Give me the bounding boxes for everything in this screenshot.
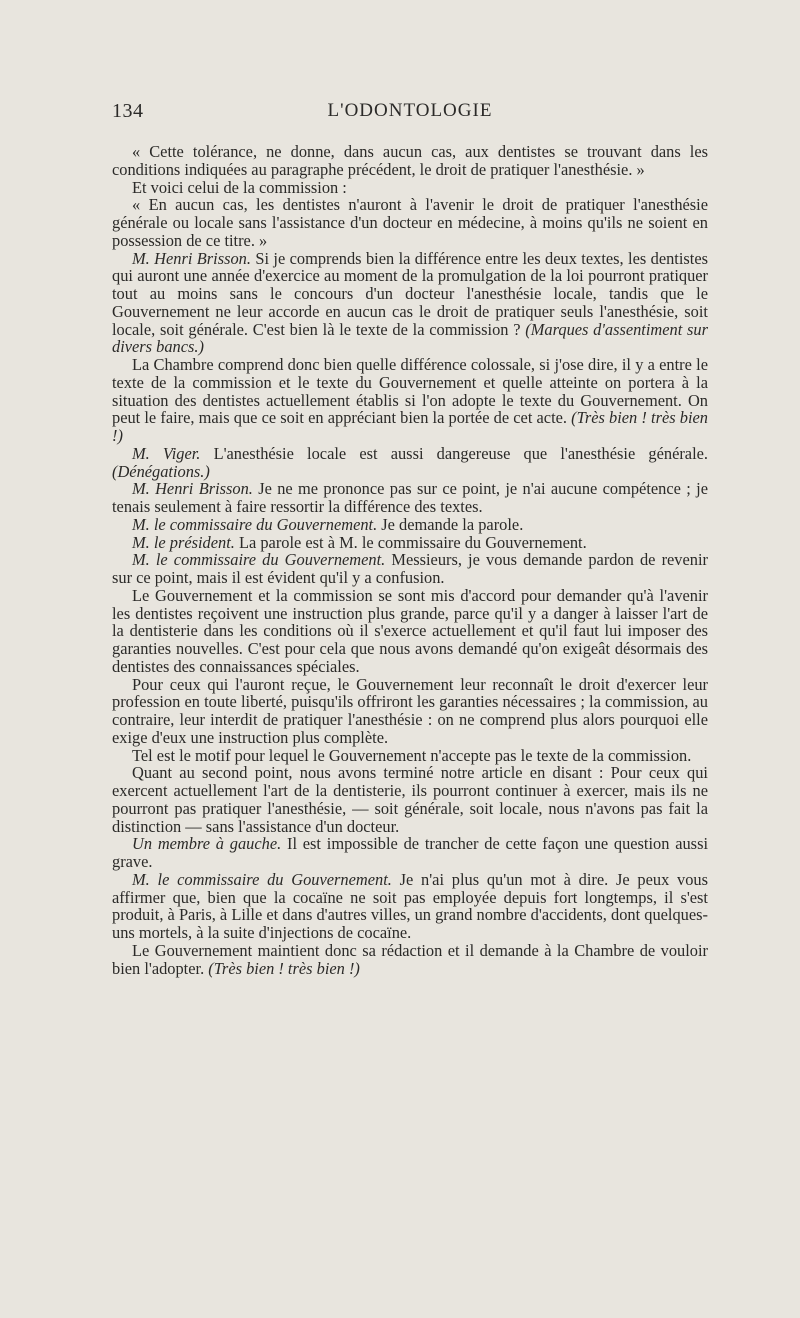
speaker-name: Un membre à gauche. — [132, 834, 282, 854]
paragraph — [112, 250, 708, 357]
paragraph — [112, 747, 708, 765]
running-title: L'ODONTOLOGIE — [327, 100, 493, 121]
parenthetical-note: (Dénégations.) — [112, 461, 210, 481]
paragraph — [112, 516, 708, 534]
paragraph — [112, 871, 708, 942]
paragraph — [112, 445, 708, 481]
paragraph — [112, 587, 708, 676]
paragraph-text: Tel est le motif pour lequel le Gouvernement n'accepte pas le texte de la commission. — [132, 745, 692, 765]
paragraph-text: Je demande la parole. — [377, 514, 524, 534]
page-number: 134 — [112, 100, 144, 122]
paragraph — [112, 143, 708, 179]
paragraph-text: Il est impossible de trancher de cette façon une question aussi grave. — [112, 834, 708, 871]
paragraph — [112, 179, 708, 197]
paragraph-text: Le Gouvernement maintient donc sa rédaction et il demande à la Chambre de vouloir bien l'adopter. — [112, 940, 708, 978]
paragraph-text: Quant au second point, nous avons terminé notre article en disant : Pour ceux qui exercent actuellement l'art de la dentisterie, ils pourront continuer à exercer, mais ils ne pourront pas pratiquer l'anesthésie, — soit générale, soit locale, nous n'avons pas fait la distinction — sans l'assistance d'un docteur. — [112, 763, 708, 836]
paragraph — [112, 764, 708, 835]
paragraph-text: Messieurs, je vous demande pardon de revenir sur ce point, mais il est évident qu'il y a confusion. — [112, 550, 708, 587]
paragraph-text: Je ne me prononce pas sur ce point, je n'ai aucune compétence ; je tenais seulement à faire ressortir la différence des textes. — [112, 479, 708, 516]
paragraph — [112, 835, 708, 871]
paragraph-text: La Chambre comprend donc bien quelle différence colossale, si j'ose dire, il y a entre le texte de la commission et le texte du Gouvernement et quelle atteinte on portera à la situation des dentistes actuellement établis si l'on adopte le texte du Gouvernement. On peut le faire, mais que ce soit en appréciant bien la portée de cet acte. — [112, 355, 708, 428]
paragraph-text: Le Gouvernement et la commission se sont mis d'accord pour demander qu'à l'avenir les dentistes reçoivent une instruction plus grande, parce qu'il y a danger à laisser l'art de la dentisterie dans les conditions où il s'exerce actuellement et qu'il faut lui imposer des garanties nouvelles. C'est pour cela que nous avons demandé qu'on exigeât désormais des dentistes des connaissances spéciales. — [112, 585, 708, 676]
paragraph-text: La parole est à M. le commissaire du Gouvernement. — [234, 532, 587, 552]
parenthetical-note: (Très bien ! très bien !) — [208, 958, 360, 978]
speaker-name: M. le commissaire du Gouvernement. — [132, 514, 378, 534]
paragraph — [112, 942, 708, 978]
speaker-name: M. Viger. — [132, 443, 201, 463]
speaker-name: M. Henri Brisson. — [132, 248, 251, 268]
speaker-name: M. le président. — [132, 532, 235, 552]
paragraph-text: Je n'ai plus qu'un mot à dire. Je peux vous affirmer que, bien que la cocaïne ne soit pas employée depuis fort longtemps, il s'est produit, à Paris, à Lille et dans d'autres villes, un grand nombre d'accidents, dont quelques-uns mortels, à la suite d'injections de cocaïne. — [112, 869, 708, 942]
speaker-name: M. Henri Brisson. — [132, 479, 253, 499]
paragraph — [112, 534, 708, 552]
paragraph — [112, 676, 708, 747]
paragraph — [112, 551, 708, 587]
paragraph-text: Pour ceux qui l'auront reçue, le Gouvernement leur reconnaît le droit d'exercer leur profession en toute liberté, puisqu'ils offriront les garanties nécessaires ; la commission, au contraire, leur interdit de pratiquer l'anesthésie : on ne comprend plus alors pourquoi elle exige d'eux une instruction plus complète. — [112, 674, 708, 747]
paragraph-text: Si je comprends bien la différence entre les deux textes, les dentistes qui auront une année d'exercice au moment de la promulgation de la loi pourront pratiquer tout au moins sans le concours d'un docteur l'anesthésie locale, tandis que le Gouvernement ne leur accorde en aucun cas le droit de pratiquer seuls l'anesthésie, soit locale, soit générale. C'est bien là le texte de la commission ? — [112, 248, 708, 339]
paragraph-text: « Cette tolérance, ne donne, dans aucun cas, aux dentistes se trouvant dans les conditions indiquées au paragraphe précédent, le droit de pratiquer l'anesthésie. » — [112, 142, 708, 179]
parenthetical-note: (Marques d'assentiment sur divers bancs.) — [112, 319, 708, 357]
parenthetical-note: (Très bien ! très bien !) — [112, 408, 708, 445]
speaker-name: M. le commissaire du Gouvernement. — [132, 869, 392, 889]
paragraph — [112, 356, 708, 445]
page-header — [112, 100, 708, 126]
paragraph — [112, 196, 708, 249]
body-text — [112, 143, 708, 977]
speaker-name: M. le commissaire du Gouvernement. — [132, 550, 386, 570]
paragraph — [112, 480, 708, 516]
paragraph-text: « En aucun cas, les dentistes n'auront à l'avenir le droit de pratiquer l'anesthésie générale ou locale sans l'assistance d'un docteur en médecine, à moins qu'ils ne soient en possession de ce titre. » — [112, 195, 708, 250]
paragraph-text: Et voici celui de la commission : — [132, 177, 347, 197]
paragraph-text: L'anesthésie locale est aussi dangereuse que l'anesthésie générale. — [200, 443, 708, 463]
